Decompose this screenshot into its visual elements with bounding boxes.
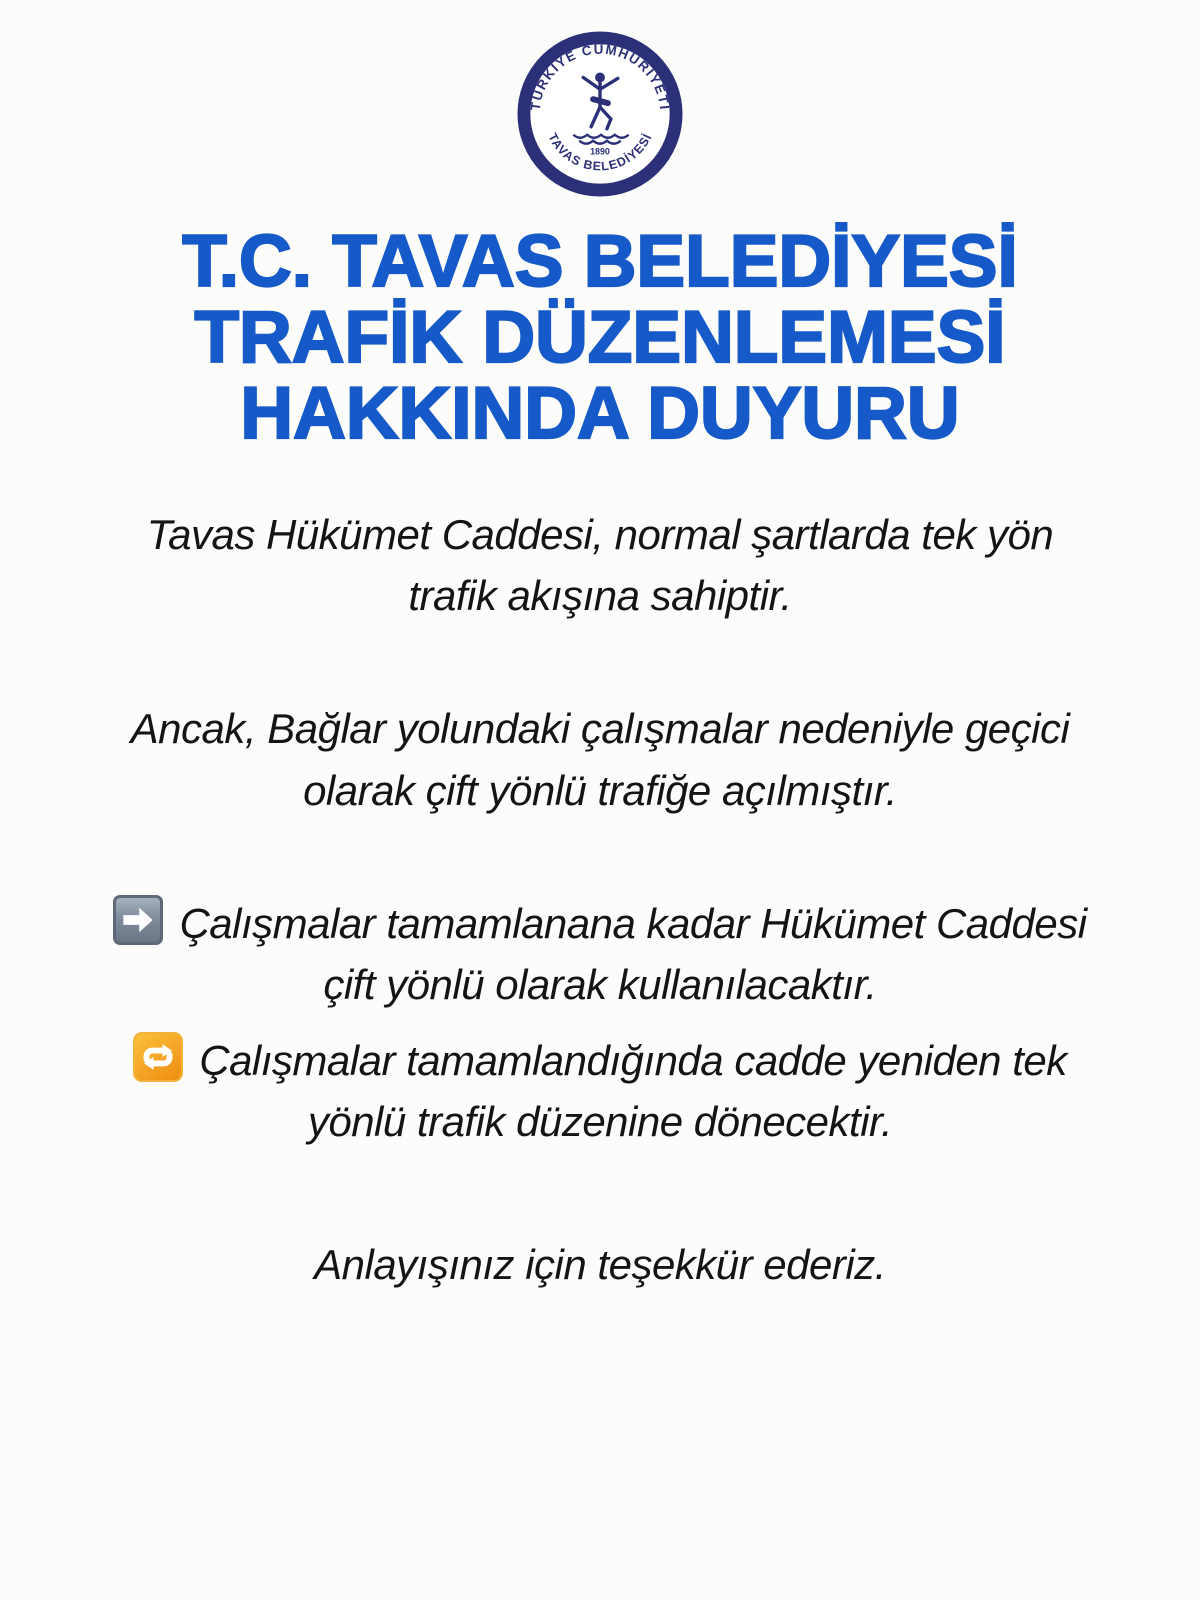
paragraph-temporary-change [110,698,1090,821]
paragraph-after-works [110,1030,1090,1153]
right-arrow-icon [113,895,163,945]
seal-year: 1890 [590,146,610,157]
seal-bottom-text: TAVAS BELEDİYESİ [545,130,655,174]
title-line-3: HAKKINDA DUYURU [240,372,960,454]
announcement-body [0,504,1200,1296]
paragraph-text: Çalışmalar tamamlanana kadar Hükümet Caddesi çift yönlü olarak kullanılacaktır. [179,899,1087,1009]
paragraph-text: Tavas Hükümet Caddesi, normal şartlarda tek yön trafik akışına sahiptir. [146,510,1054,620]
title-line-1: T.C. TAVAS BELEDİYESİ [182,221,1018,302]
paragraph-normal-conditions [110,504,1090,627]
paragraph-during-works [110,893,1090,1016]
title-line-2: TRAFİK DÜZENLEMESİ [194,296,1006,378]
page-title [80,221,1120,454]
seal-top-text: TÜRKİYE CUMHURİYETİ [527,41,673,112]
municipality-seal-icon [516,30,684,198]
paragraph-text: Çalışmalar tamamlandığında cadde yeniden tek yönlü trafik düzenine dönecektir. [199,1036,1067,1145]
paragraph-thanks [110,1234,1090,1295]
municipality-logo [516,30,684,198]
paragraph-text: Ancak, Bağlar yolundaki çalışmalar nedeniyle geçici olarak çift yönlü trafiğe açılmıştır. [130,705,1070,814]
paragraph-text: Anlayışınız için teşekkür ederiz. [314,1241,886,1289]
repeat-icon [133,1032,183,1082]
